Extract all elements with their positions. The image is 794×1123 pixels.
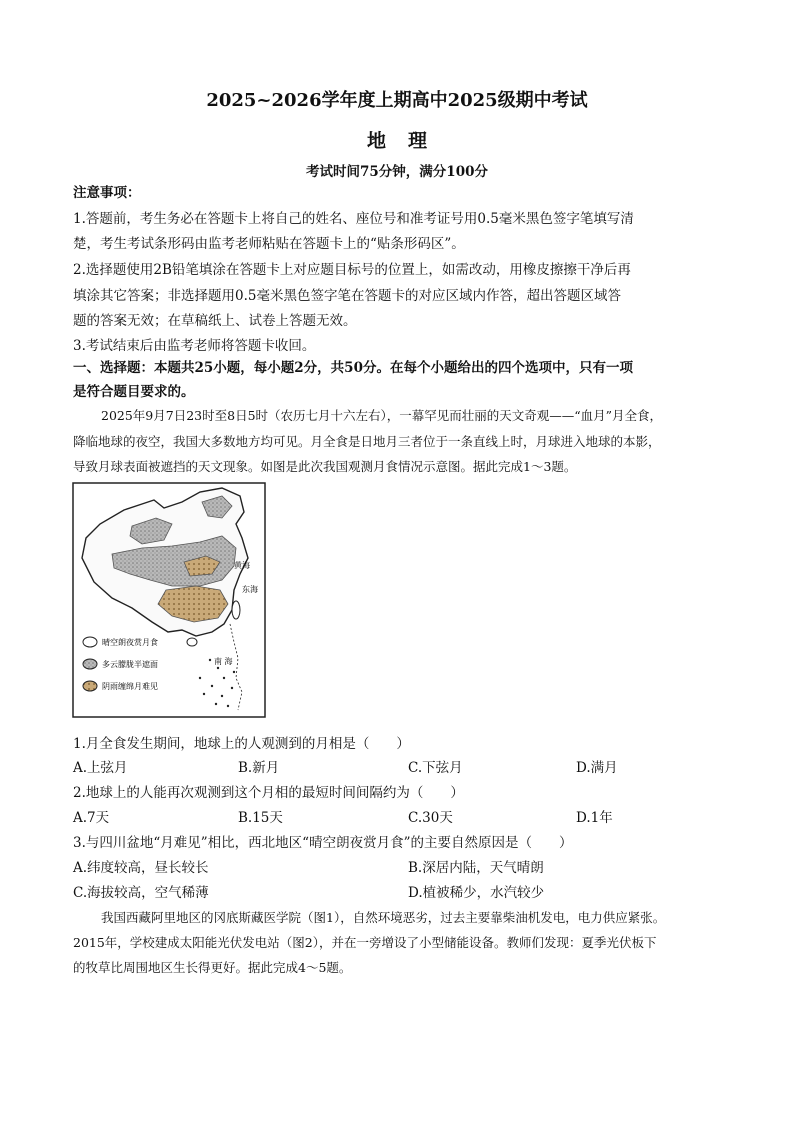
passage-line: 降临地球的夜空，我国大多数地方均可见。月全食是日地月三者位于一条直线上时，月球进入地球的本影， <box>73 434 661 449</box>
notice-line: 填涂其它答案；非选择题用0.5毫米黑色签字笔在答题卡的对应区域内作答，超出答题区域答 <box>73 288 621 304</box>
notice-line: 1.答题前，考生务必在答题卡上将自己的姓名、座位号和准考证号用0.5毫米黑色签字笔填写清 <box>73 211 634 227</box>
question-stem: 1.月全食发生期间，地球上的人观测到的月相是（ ） <box>73 736 410 752</box>
passage-line: 2015年，学校建成太阳能光伏发电站（图2），并在一旁增设了小型储能设备。教师们发现：夏季光伏板下 <box>73 935 657 950</box>
option: C.30天 <box>408 810 453 826</box>
exam-time-line: 考试时间75分钟，满分100分 <box>306 164 488 180</box>
legend-clear-label: 晴空朗夜赏月食 <box>102 638 158 647</box>
option: A.纬度较高，昼长较长 <box>73 860 209 876</box>
china-lunar-eclipse-map <box>72 482 266 718</box>
legend-cloudy-label: 多云朦胧半遮面 <box>102 660 158 669</box>
option: D.1年 <box>576 810 613 826</box>
notice-line: 2.选择题使用2B铅笔填涂在答题卡上对应题目标号的位置上，如需改动，用橡皮擦擦干净后再 <box>73 262 631 278</box>
subject-title: 地理 <box>366 130 449 152</box>
passage-line: 导致月球表面被遮挡的天文现象。如图是此次我国观测月食情况示意图。据此完成1～3题。 <box>73 459 577 474</box>
exam-title: 2025~2026学年度上期高中2025级期中考试 <box>206 90 588 111</box>
notice-line: 题的答案无效；在草稿纸上、试卷上答题无效。 <box>73 313 357 329</box>
notice-line: 3.考试结束后由监考老师将答题卡收回。 <box>73 338 316 354</box>
question-stem: 3.与四川盆地“月难见”相比，西北地区“晴空朗夜赏月食”的主要自然原因是（ ） <box>73 835 573 851</box>
passage-line: 我国西藏阿里地区的冈底斯藏医学院（图1），自然环境恶劣，过去主要靠柴油机发电，电力供应紧张。 <box>101 910 666 925</box>
option: B.15天 <box>238 810 283 826</box>
option: C.海拔较高，空气稀薄 <box>73 885 209 901</box>
section-heading: 是符合题目要求的。 <box>73 384 195 400</box>
option: D.满月 <box>576 760 618 776</box>
notice-line: 楚，考生考试条形码由监考老师粘贴在答题卡上的“贴条形码区”。 <box>73 236 465 252</box>
passage-line: 2025年9月7日23时至8日5时（农历七月十六左右），一幕罕见而壮丽的天文奇观——“血月”月全食， <box>101 408 663 423</box>
option: D.植被稀少，水汽较少 <box>408 885 545 901</box>
option: B.新月 <box>238 760 280 776</box>
passage-line: 的牧草比周围地区生长得更好。据此完成4～5题。 <box>73 960 352 975</box>
section-heading: 一、选择题：本题共25小题，每小题2分，共50分。在每个小题给出的四个选项中，只有一项 <box>73 360 633 376</box>
option: B.深居内陆，天气晴朗 <box>408 860 544 876</box>
legend-cloudy-swatch <box>83 659 97 669</box>
legend-clear-swatch <box>83 637 97 647</box>
option: C.下弦月 <box>408 760 463 776</box>
option: A.7天 <box>73 810 110 826</box>
label-south-sea: 南 海 <box>214 657 233 666</box>
legend-rainy-swatch <box>83 681 97 691</box>
notice-heading: 注意事项： <box>73 185 141 201</box>
option: A.上弦月 <box>73 760 128 776</box>
label-east-sea: 东海 <box>242 585 258 594</box>
legend-rainy-label: 阴雨缠绵月难见 <box>102 682 158 691</box>
label-yellow-sea: 黄海 <box>234 561 250 570</box>
question-stem: 2.地球上的人能再次观测到这个月相的最短时间间隔约为（ ） <box>73 785 464 801</box>
map-figure <box>72 482 266 718</box>
